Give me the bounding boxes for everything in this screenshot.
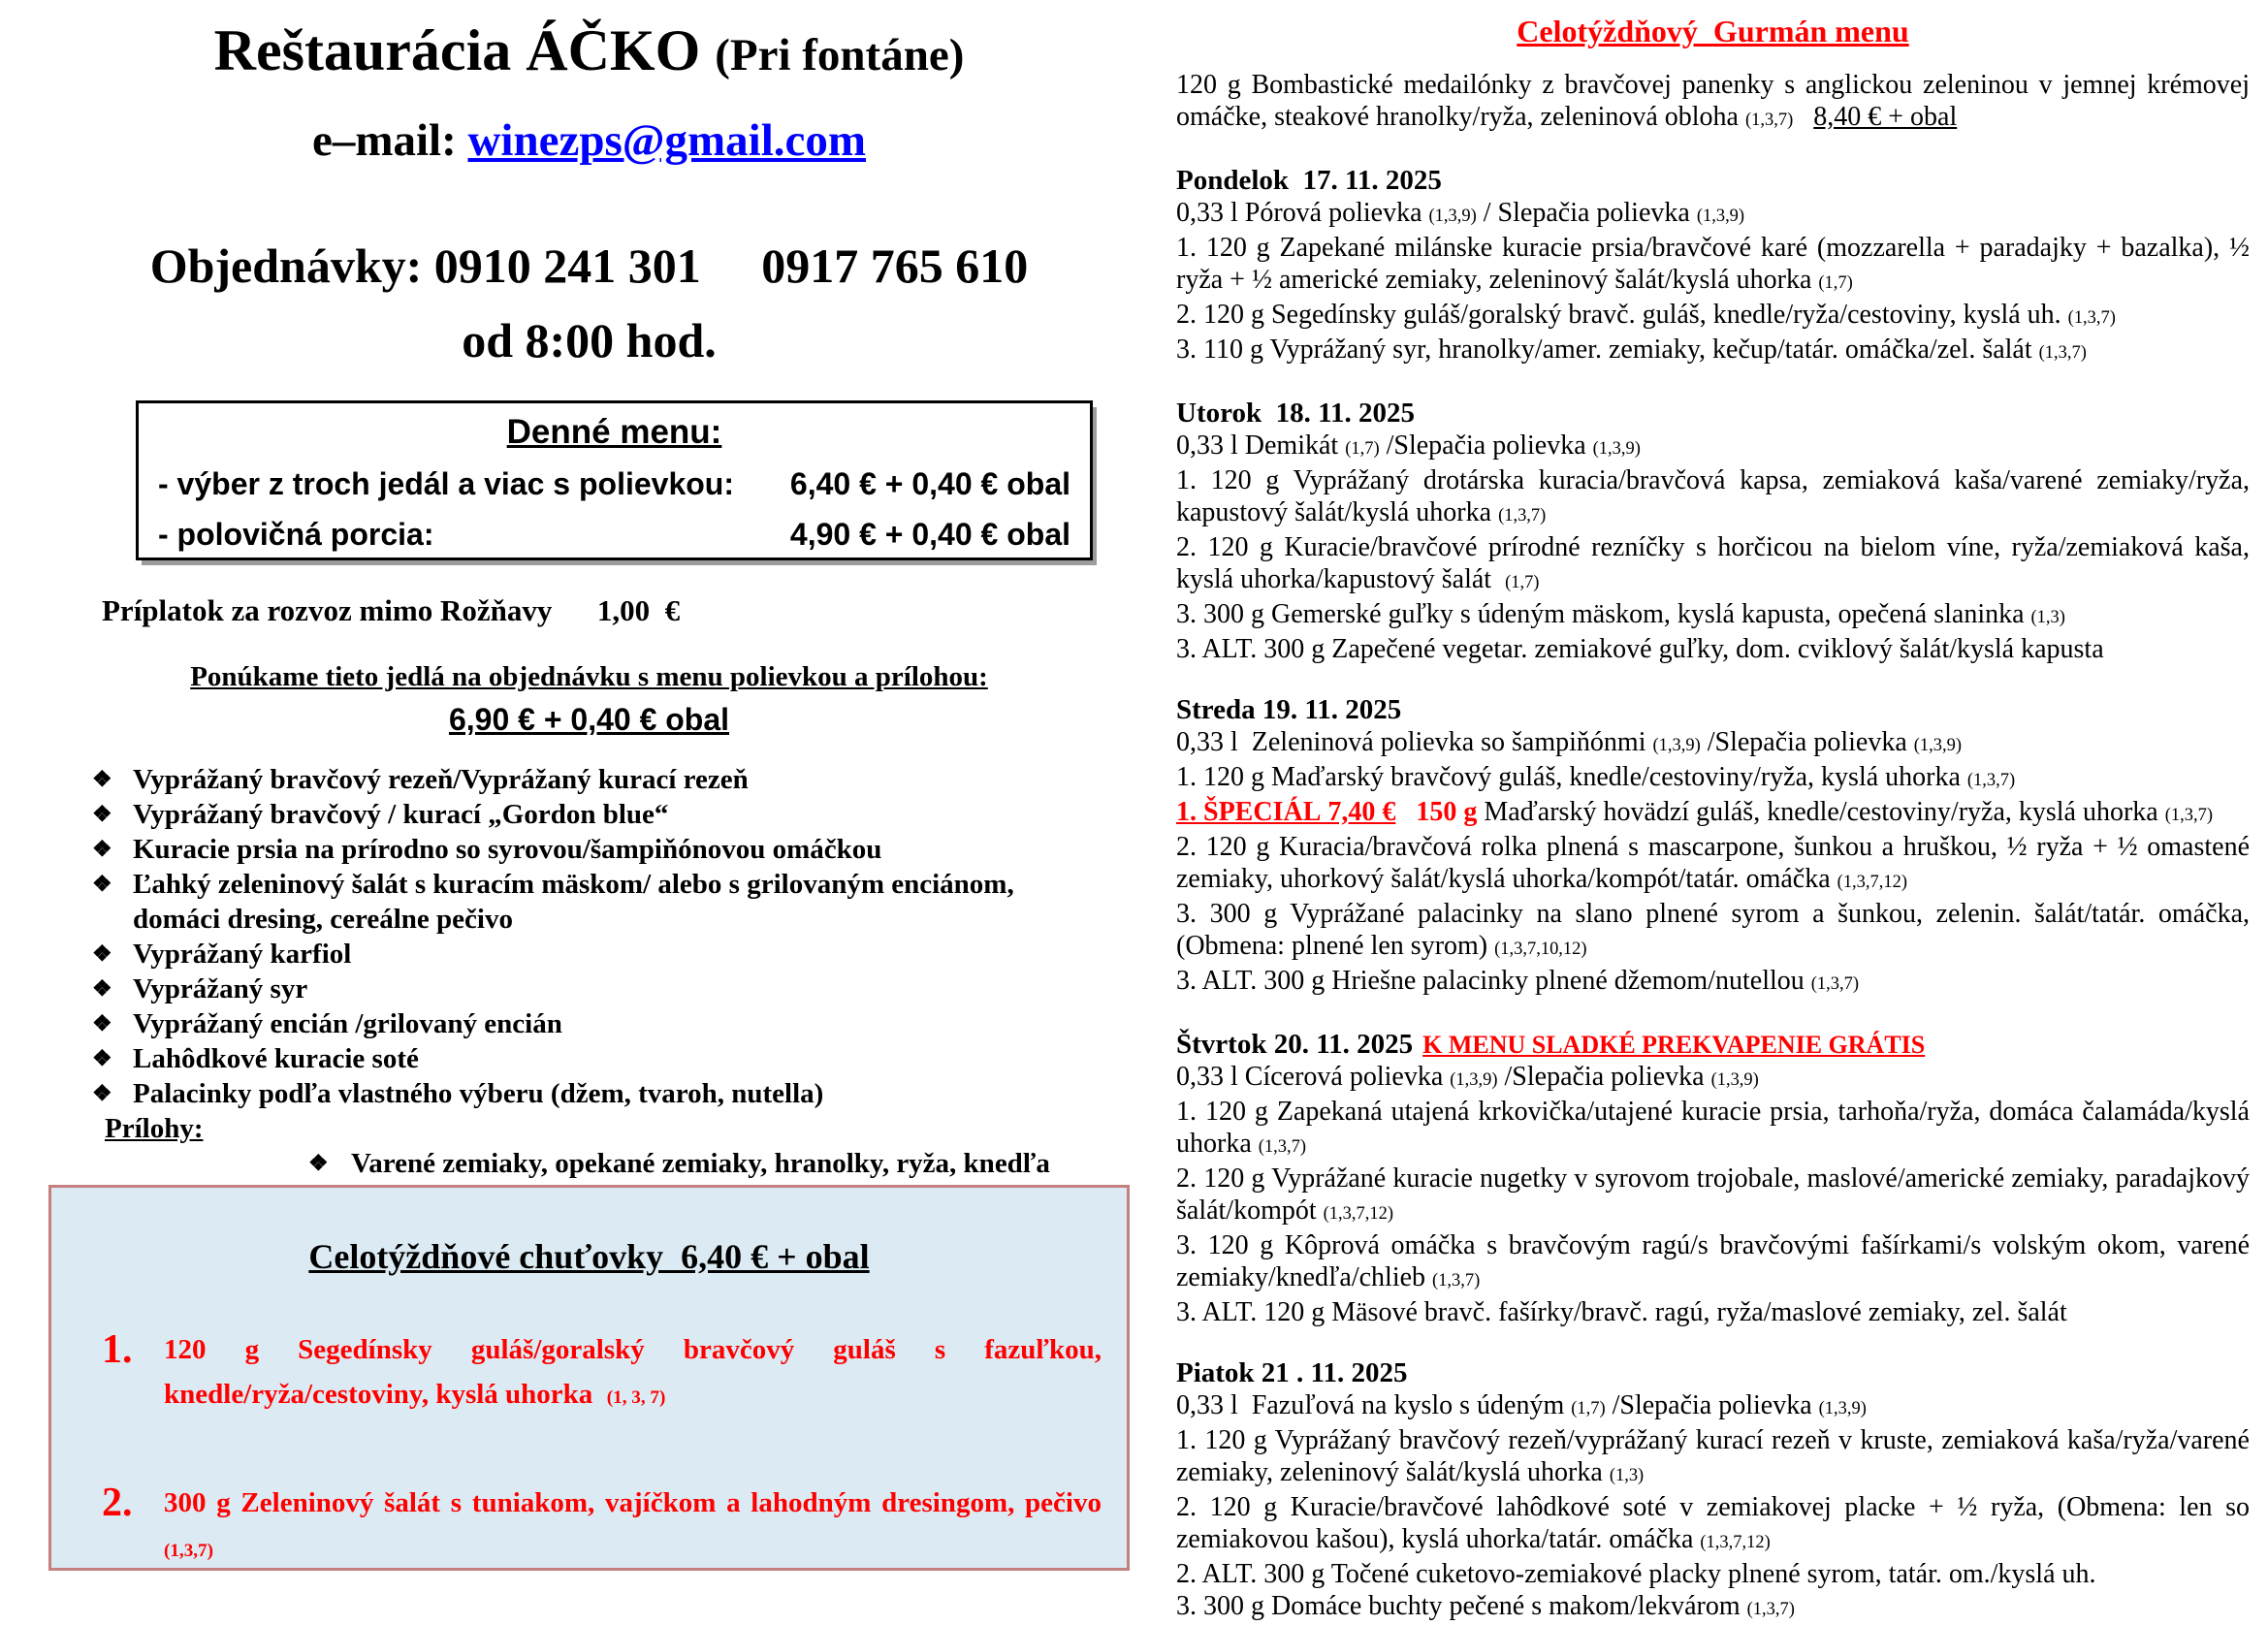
page-title: [39, 17, 1139, 84]
allergen-codes: (1,7): [1345, 438, 1380, 458]
allergen-codes: (1,7): [1818, 272, 1853, 292]
day-header: [1176, 694, 2250, 726]
day-name: Utorok 18. 11. 2025: [1176, 398, 1415, 429]
gurman-menu-title: Celotýždňový Gurmán menu: [1517, 14, 1909, 48]
day-line: 2. 120 g Vyprážané kuracie nugetky v syrovom trojobale, maslové/americké zemiaky, paradajkový šalát/kompót (1,3,7,12): [1176, 1163, 2250, 1226]
dish-item-text: Ľahký zeleninový šalát s kuracím mäskom/ alebo s grilovaným enciánom, domáci dresing, cereálne pečivo: [133, 869, 1014, 935]
dish-section: [39, 762, 1105, 1181]
bullet-icon: ❖: [92, 837, 112, 861]
text-segment: 120 g Bombastické medailónky z bravčovej panenky s anglickou zeleninou v jemnej krémovej omáčke, steakové hranolky/ryža, zeleninová obloha (1,3,7): [1176, 70, 2250, 132]
bullet-icon: ❖: [92, 767, 112, 791]
bullet-icon: ❖: [92, 872, 112, 896]
allergen-codes: (1,3,7): [2067, 307, 2116, 327]
day-header: [1176, 165, 2250, 197]
day-line: 0,33 l Demikát (1,7) /Slepačia polievka (1,3,9): [1176, 430, 1641, 461]
day-line: 1. 120 g Vyprážaný bravčový rezeň/vyprážaný kurací rezeň v kruste, zemiaková kaša/ryža/varené zemiaky, zeleninový šalát/kyslá uhorka (1,3): [1176, 1425, 2250, 1487]
allergen-codes: (1,3,7,10,12): [1494, 939, 1587, 958]
allergen-codes: (1,3,7): [2164, 805, 2213, 824]
dish-item-text: Vyprážaný syr: [133, 973, 308, 1004]
day-line: 0,33 l Cícerová polievka (1,3,9) /Slepačia polievka (1,3,9): [1176, 1062, 1759, 1092]
day-line: 3. ALT. 120 g Mäsové bravč. fašírky/bravč. ragú, ryža/maslové zemiaky, zel. šalát: [1176, 1297, 2067, 1327]
sides-heading: Prílohy:: [105, 1113, 204, 1144]
allergen-codes: (1,3,7): [2038, 342, 2087, 362]
allergen-codes: (1,7): [1505, 572, 1540, 591]
delivery-surcharge: Príplatok za rozvoz mimo Rožňavy 1,00 €: [102, 593, 681, 627]
day-line: 1. 120 g Zapekané milánske kuracie prsia/bravčové karé (mozzarella + paradajky + bazalka), ½ ryža + ½ americké zemiaky, zeleninový šalát/kyslá uhorka (1,7): [1176, 233, 2250, 295]
bullet-icon: ❖: [92, 1011, 112, 1036]
restaurant-name: Reštaurácia ÁČKO: [213, 18, 701, 82]
snack-list: [51, 1327, 1127, 1574]
day-line: 3. ALT. 300 g Zapečené vegetar. zemiakové guľky, dom. cviklový šalát/kyslá kapusta: [1176, 634, 2104, 664]
sides-item-text: Varené zemiaky, opekané zemiaky, hranolky, ryža, knedľa: [351, 1148, 1050, 1179]
bullet-icon: ❖: [92, 976, 112, 1001]
orders-phones: Objednávky: 0910 241 301 0917 765 610: [149, 239, 1029, 293]
day-line: 2. 120 g Kuracie/bravčové lahôdkové soté v zemiakovej placke + ½ ryža, (Obmena: len so zemiakovou kašou), kyslá uhorka/tatár. omáčka (1,3,7,12): [1176, 1492, 2250, 1554]
dish-list: [39, 762, 1105, 1111]
day-header: [1176, 398, 2250, 430]
email-link[interactable]: winezps@gmail.com: [467, 115, 867, 166]
text-segment: 8,40 € + obal: [1813, 102, 1958, 132]
day-header: [1176, 1029, 2250, 1061]
allergen-codes: (1,3): [1609, 1465, 1645, 1484]
day-line: 3. 110 g Vyprážaný syr, hranolky/amer. zemiaky, kečup/tatár. omáčka/zel. šalát (1,3,7): [1176, 335, 2087, 365]
daily-menu-row-price: 4,90 € + 0,40 € obal: [789, 517, 1070, 552]
dish-item: [39, 1041, 1105, 1076]
snack-item: [102, 1327, 1102, 1420]
dish-item: [39, 1006, 1105, 1041]
allergen-codes: (1,3,7): [1258, 1136, 1307, 1156]
email-line: [39, 114, 1139, 167]
allergen-codes: (1,3,9): [1592, 438, 1641, 458]
allergen-codes: (1,3): [2030, 607, 2065, 626]
day-header: [1176, 1357, 2250, 1389]
snack-item-number: 2.: [102, 1481, 133, 1525]
dish-item-text: Vyprážaný bravčový / kurací „Gordon blue“: [133, 799, 669, 830]
bullet-icon: ❖: [308, 1151, 329, 1175]
daily-menu-box: [136, 400, 1093, 560]
weekly-snacks-box: [48, 1185, 1130, 1571]
bullet-icon: ❖: [92, 1081, 112, 1105]
day-name: Streda 19. 11. 2025: [1176, 694, 1402, 725]
allergen-codes: (1,3,7,12): [1837, 872, 1907, 891]
day-line: 0,33 l Fazuľová na kyslo s údeným (1,7) /Slepačia polievka (1,3,9): [1176, 1390, 1867, 1420]
dish-item-text: Kuracie prsia na prírodno so syrovou/šampiňónovou omáčkou: [133, 834, 882, 865]
dish-item: [39, 1076, 1105, 1111]
gurman-intro: [1176, 69, 2250, 136]
allergen-codes: (1,3,7): [1498, 505, 1547, 525]
dish-item-text: Lahôdkové kuracie soté: [133, 1043, 419, 1074]
day-line: [1176, 796, 2250, 831]
email-label: e–mail:: [311, 115, 457, 166]
snack-item-text: 300 g Zeleninový šalát s tuniakom, vajíčkom a lahodným dresingom, pečivo (1,3,7): [164, 1487, 1102, 1561]
day-block: [1176, 1357, 2250, 1625]
day-name: Štvrtok 20. 11. 2025: [1176, 1029, 1414, 1060]
dish-item-text: Vyprážaný bravčový rezeň/Vyprážaný kurací rezeň: [133, 764, 749, 795]
day-line: 3. 300 g Vyprážané palacinky na slano plnené syrom a šunkou, zelenin. šalát/tatár. omáčka, (Obmena: plnené len syrom) (1,3,7,10,12): [1176, 899, 2250, 961]
day-line: 0,33 l Pórová polievka (1,3,9) / Slepačia polievka (1,3,9): [1176, 198, 1745, 228]
right-column: [1176, 0, 2250, 1625]
dish-item: [39, 972, 1105, 1006]
dish-item: [39, 867, 1105, 937]
dish-item: [39, 832, 1105, 867]
allergen-codes: (1, 3, 7): [606, 1387, 666, 1408]
weekly-snacks-title: Celotýždňové chuťovky 6,40 € + obal: [308, 1237, 870, 1276]
bullet-icon: ❖: [92, 802, 112, 826]
snack-item: [102, 1481, 1102, 1574]
dish-item-text: Vyprážaný encián /grilovaný encián: [133, 1008, 562, 1039]
allergen-codes: (1,3,9): [1818, 1398, 1867, 1418]
order-offer-price: 6,90 € + 0,40 € obal: [448, 702, 730, 737]
allergen-codes: (1,3,7,12): [1700, 1532, 1771, 1551]
restaurant-name-suffix: (Pri fontáne): [715, 30, 965, 80]
day-line: 3. 120 g Kôprová omáčka s bravčovým ragú/s bravčovými fašírkami/s volským okom, varené zemiaky/knedľa/chlieb (1,3,7): [1176, 1230, 2250, 1292]
allergen-codes: (1,3,9): [1710, 1069, 1759, 1089]
days: [1176, 165, 2250, 1625]
day-line: 2. 120 g Kuracia/bravčová rolka plnená s mascarpone, šunkou a hruškou, ½ ryža + ½ omastené zemiaky, uhorkový šalát/kyslá uhorka/kompót/tatár. omáčka (1,3,7,12): [1176, 832, 2250, 894]
day-line: 1. 120 g Zapekaná utajená krkovička/utajené kuracie prsia, tarhoňa/ryža, domáca čalamáda/kyslá uhorka (1,3,7): [1176, 1097, 2250, 1159]
bullet-icon: ❖: [92, 941, 112, 966]
allergen-codes: (1,3,9): [1696, 206, 1745, 225]
day-block: [1176, 165, 2250, 368]
allergen-codes: (1,3,9): [1913, 735, 1963, 754]
daily-menu-title: Denné menu:: [506, 413, 722, 451]
orders-hours: od 8:00 hod.: [462, 313, 717, 367]
dish-item-text: Palacinky podľa vlastného výberu (džem, tvaroh, nutella): [133, 1078, 824, 1109]
dish-item: [39, 937, 1105, 972]
day-promo: K MENU SLADKÉ PREKVAPENIE GRÁTIS: [1422, 1031, 1926, 1059]
allergen-codes: (1,3,7,12): [1323, 1203, 1393, 1223]
day-line: 2. ALT. 300 g Točené cuketovo-zemiakové placky plnené syrom, tatár. om./kyslá uh.: [1176, 1559, 2096, 1589]
order-offer-heading: Ponúkame tieto jedlá na objednávku s menu polievkou a prílohou:: [190, 661, 988, 692]
day-line: 2. 120 g Kuracie/bravčové prírodné rezníčky s horčicou na bielom víne, ryža/zemiaková kaša, kyslá uhorka/kapustový šalát (1,7): [1176, 532, 2250, 594]
dish-item-text: Vyprážaný karfiol: [133, 939, 352, 970]
text-segment: 150 g: [1395, 797, 1478, 827]
day-line: 0,33 l Zeleninová polievka so šampiňónmi (1,3,9) /Slepačia polievka (1,3,9): [1176, 727, 1963, 757]
day-line: 3. 300 g Domáce buchty pečené s makom/lekvárom (1,3,7): [1176, 1591, 1795, 1621]
daily-menu-row: [158, 517, 1070, 553]
snack-item-number: 1.: [102, 1327, 133, 1372]
allergen-codes: (1,3,7): [1810, 973, 1859, 993]
day-name: Piatok 21 . 11. 2025: [1176, 1357, 1408, 1388]
daily-menu-row: [158, 466, 1070, 502]
daily-menu-row-label: - polovičná porcia:: [158, 517, 434, 552]
allergen-codes: (1,3,7): [164, 1541, 213, 1561]
dish-item: [39, 762, 1105, 797]
daily-menu-row-price: 6,40 € + 0,40 € obal: [789, 466, 1070, 501]
allergen-codes: (1,3,7): [1966, 770, 2016, 789]
allergen-codes: (1,3,7): [1745, 110, 1794, 129]
day-line: 1. 120 g Vyprážaný drotárska kuracia/bravčová kapsa, zemiaková kaša/varené zemiaky/ryža, kapustový šalát/kyslá uhorka (1,3,7): [1176, 465, 2250, 527]
snack-item-text: 120 g Segedínsky guláš/goralský bravčový guláš s fazuľkou, knedle/ryža/cestoviny, kyslá uhorka (1, 3, 7): [164, 1334, 1102, 1410]
allergen-codes: (1,3,7): [1746, 1599, 1795, 1618]
text-segment: 1. ŠPECIÁL 7,40 €: [1176, 797, 1396, 827]
day-block: [1176, 398, 2250, 665]
day-line: 3. 300 g Gemerské guľky s údeným mäskom, kyslá kapusta, opečená slaninka (1,3): [1176, 599, 2065, 629]
allergen-codes: (1,7): [1571, 1398, 1606, 1418]
day-line: 3. ALT. 300 g Hriešne palacinky plnené džemom/nutellou (1,3,7): [1176, 966, 1859, 996]
allergen-codes: (1,3,9): [1450, 1069, 1498, 1089]
dish-item: [39, 797, 1105, 832]
bullet-icon: ❖: [92, 1046, 112, 1070]
allergen-codes: (1,3,9): [1428, 206, 1477, 225]
allergen-codes: (1,3,7): [1432, 1270, 1481, 1290]
day-block: [1176, 1029, 2250, 1328]
text-segment: Maďarský hovädzí guláš, knedle/cestoviny/ryža, kyslá uhorka (1,3,7): [1477, 797, 2213, 827]
day-line: 1. 120 g Maďarský bravčový guláš, knedle/cestoviny/ryža, kyslá uhorka (1,3,7): [1176, 762, 2016, 792]
allergen-codes: (1,3,9): [1652, 735, 1701, 754]
day-block: [1176, 694, 2250, 1000]
day-line: 2. 120 g Segedínsky guláš/goralský bravč. guláš, knedle/ryža/cestoviny, kyslá uh. (1,3,7): [1176, 300, 2116, 330]
day-name: Pondelok 17. 11. 2025: [1176, 165, 1442, 196]
daily-menu-row-label: - výber z troch jedál a viac s polievkou:: [158, 466, 734, 501]
sides-item: [39, 1146, 1105, 1181]
